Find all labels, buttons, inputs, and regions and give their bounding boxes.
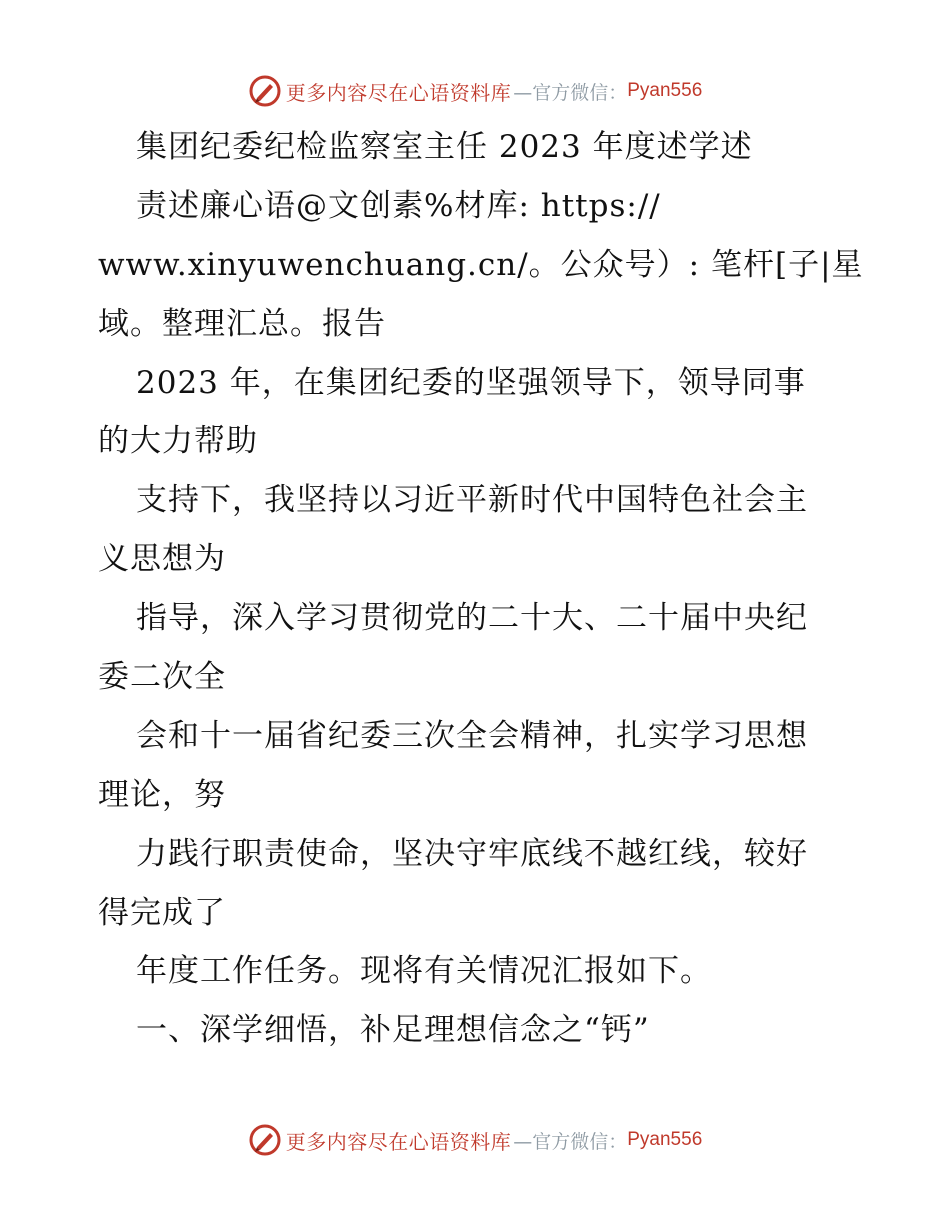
paragraph-line: 支持下，我坚持以习近平新时代中国特色社会主: [136, 482, 808, 519]
pen-logo-icon: [248, 74, 282, 108]
paragraph-line: 力践行职责使命，坚决守牢底线不越红线，较好: [136, 835, 808, 872]
pen-logo-icon: [248, 1123, 282, 1157]
paragraph-line: 会和十一届省纪委三次全会精神，扎实学习思想: [136, 717, 808, 754]
banner-wechat-id: Pyan556: [627, 80, 703, 101]
section-heading: 一、深学细悟，补足理想信念之“钙”: [136, 1012, 650, 1049]
banner-text-separator: —官方微信：: [513, 81, 628, 104]
paragraph-line: 年度工作任务。现将有关情况汇报如下。: [136, 953, 712, 990]
banner-text-main: 更多内容尽在心语资料库: [285, 1129, 512, 1154]
paragraph-line: 理论，努: [98, 776, 226, 813]
paragraph-line: 的大力帮助: [98, 423, 258, 460]
banner-wechat-id: Pyan556: [627, 1129, 703, 1150]
banner-text-separator: —官方微信：: [513, 1130, 628, 1153]
footer-banner: [0, 1122, 950, 1158]
banner-text-main: 更多内容尽在心语资料库: [285, 80, 512, 105]
paragraph-line: 义思想为: [98, 541, 226, 578]
document-title-line-4: 域。整理汇总。报告: [98, 305, 386, 342]
document-title-line-1: 集团纪委纪检监察室主任 2023 年度述学述: [136, 129, 753, 165]
document-title-line-2: 责述廉心语@文创素%材库: https://: [136, 187, 661, 224]
header-banner: [0, 73, 950, 109]
paragraph-line: 指导，深入学习贯彻党的二十大、二十届中央纪: [136, 600, 808, 637]
paragraph-line: 委二次全: [98, 659, 226, 696]
paragraph-line: 得完成了: [98, 894, 226, 931]
paragraph-line: 2023 年，在集团纪委的坚强领导下，领导同事: [136, 364, 806, 401]
document-title-line-3: www.xinyuwenchuang.cn/。公众号）: 笔杆[子|星: [98, 246, 864, 283]
document-body: [98, 118, 864, 1060]
